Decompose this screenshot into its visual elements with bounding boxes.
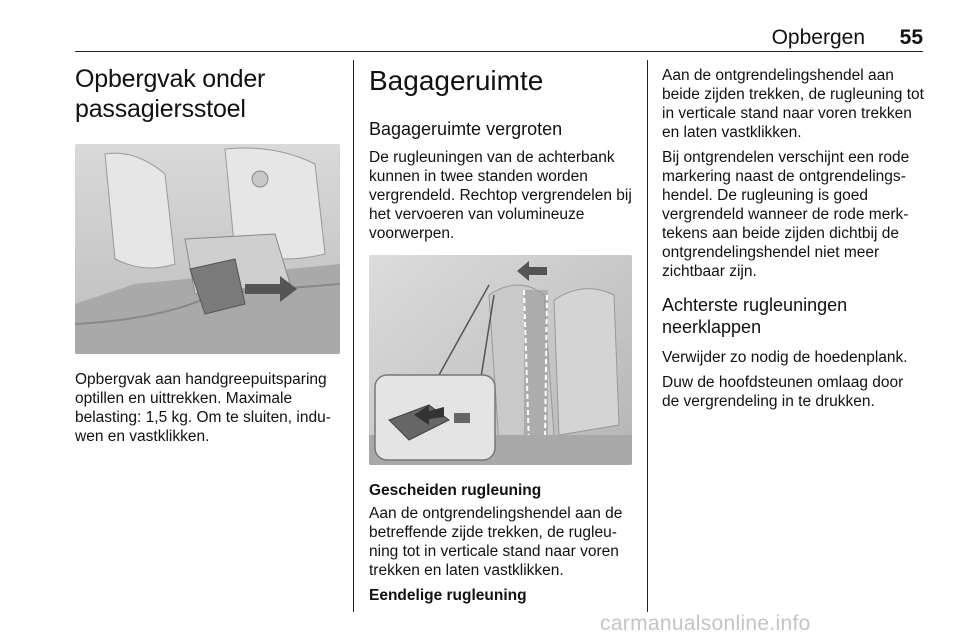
header-divider [75, 51, 923, 52]
col3-paragraph-2: Bij ontgrendelen verschijnt een rode markering naast de ontgrendelingshendel. De rugleuning is goed vergrendeld wanneer de rode merktekens aan beide zijden dichtbij de ontgrendelingshendel niet meer zichtbaar zijn. [662, 149, 910, 280]
column-divider-2 [647, 60, 648, 612]
underseat-description: Opbergvak aan handgreepuitsparing optillen en uittrekken. Maximale belasting: 1,5 kg. Om te sluiten, induwen en vastklikken. [75, 371, 331, 445]
subheading-neerklappen: Achterste rugleuningen neerklappen [662, 295, 848, 337]
intro-paragraph: De rugleuningen van de achterbank kunnen in twee standen worden vergrendeld. Rechtop vergrendelen bij het vervoeren van volumineuze voorwerpen. [369, 149, 632, 242]
page-header [75, 22, 923, 52]
col3-paragraph-1: Aan de ontgrendelingshendel aan beide zijden trekken, de rugleuning tot in verticale stand naar voren trekken en laten vastklikken. [662, 67, 924, 141]
subheading-vergroten: Bagageruimte vergroten [369, 119, 563, 139]
section-heading-underseat: Opbergvak onder passagiersstoel [75, 65, 266, 123]
page-number: 55 [899, 26, 923, 49]
col3-paragraph-3: Verwijder zo nodig de hoedenplank. [662, 349, 908, 366]
split-seatback-text: Aan de ontgrendelingshendel aan de betreffende zijde trekken, de rugleuning tot in verticale stand naar voren trekken en laten vastklikken. [369, 505, 623, 579]
chapter-title: Opbergen [771, 26, 865, 49]
subheading-eendelig: Eendelige rugleuning [369, 587, 527, 604]
underseat-drawer-illustration [75, 144, 340, 354]
column-1 [75, 64, 343, 446]
col3-paragraph-4: Duw de hoofdsteunen omlaag door de vergrendeling in te drukken. [662, 374, 904, 410]
column-divider-1 [353, 60, 354, 612]
section-heading-bagageruimte: Bagageruimte [369, 65, 544, 96]
watermark: carmanualsonline.info [600, 612, 811, 635]
rear-seatback-release-illustration [369, 255, 632, 465]
subheading-gescheiden: Gescheiden rugleuning [369, 482, 542, 499]
column-2 [369, 64, 635, 605]
column-3 [662, 66, 924, 411]
